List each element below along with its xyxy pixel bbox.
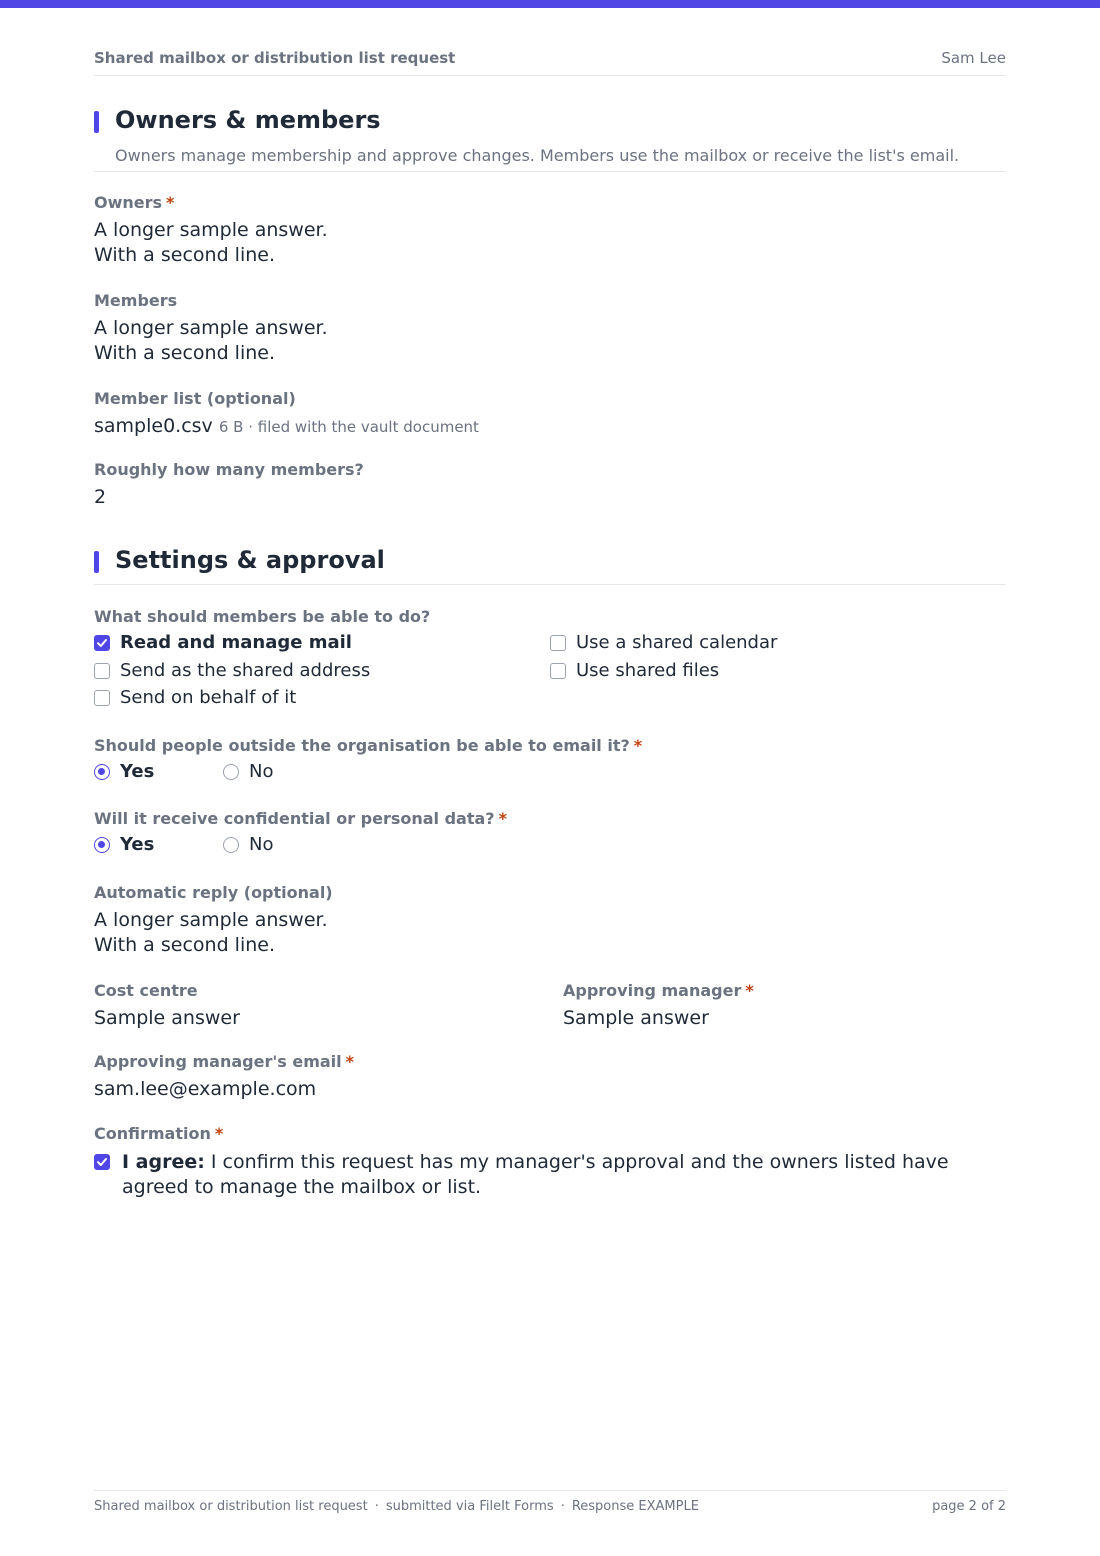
field-label: Should people outside the organisation be able to email it? [94,736,630,755]
field-label: Member list (optional) [94,389,296,408]
checkbox-checked[interactable] [94,635,110,651]
field-label: Cost centre [94,981,198,1000]
page-number: page 2 of 2 [932,1499,1006,1514]
field-confirmation [94,1124,223,1143]
respondent-name: Sam Lee [941,49,1006,67]
radio-selected[interactable] [94,837,110,853]
option-label: Yes [120,761,155,782]
field-label: Approving manager's email [94,1052,342,1071]
option-label: Read and manage mail [120,632,352,653]
section-owners-members [94,106,1006,172]
option-label: Send as the shared address [120,660,371,681]
checkbox-unchecked[interactable] [550,635,566,651]
field-value: 2 [94,486,107,508]
option-label: Send on behalf of it [120,687,297,708]
field-members [94,291,328,366]
radio-selected[interactable] [94,764,110,780]
footer-separator: · [374,1499,379,1514]
section-description: Owners manage membership and approve changes. Members use the mailbox or receive the list's email. [115,146,960,165]
field-member-list [94,389,479,440]
confirmation-text [122,1150,974,1200]
required-marker: * [166,193,175,212]
field-label: Confirmation [94,1124,211,1143]
agree-label: I agree: [122,1151,205,1173]
field-member-count [94,460,364,510]
section-accent [94,111,99,133]
file-name[interactable]: sample0.csv [94,415,213,437]
footer-response: Response EXAMPLE [571,1499,699,1514]
document-footer [94,1490,1006,1520]
radio-unselected[interactable] [223,764,239,780]
section-title: Settings & approval [115,546,385,574]
field-abilities [94,607,430,626]
field-label: Automatic reply (optional) [94,883,333,902]
field-confidential [94,809,507,828]
footer-via: submitted via FileIt Forms [385,1499,554,1514]
field-value: A longer sample answer. With a second line. [94,317,328,364]
confirmation-statement: I confirm this request has my manager's approval and the owners listed have agreed to manage the mailbox or list. [122,1151,949,1198]
field-value: A longer sample answer. With a second line. [94,219,328,266]
field-auto-reply [94,883,333,958]
option-label: Use a shared calendar [576,632,778,653]
field-label: Roughly how many members? [94,460,364,479]
footer-separator: · [560,1499,565,1514]
field-value: Sample answer [94,1007,240,1029]
section-settings-approval [94,546,1006,585]
document-title: Shared mailbox or distribution list request [94,49,456,67]
file-meta: 6 B · filed with the vault document [218,418,479,436]
checkbox-checked[interactable] [94,1154,110,1170]
field-label: What should members be able to do? [94,607,431,626]
option-label: No [249,761,274,782]
field-value: Sample answer [563,1007,709,1029]
footer-form-name: Shared mailbox or distribution list request [94,1499,368,1514]
option-label: Use shared files [576,660,720,681]
field-external-email [94,736,642,755]
field-cost-centre [94,981,240,1031]
field-value: A longer sample answer. With a second line. [94,909,328,956]
option-label: Yes [120,834,155,855]
checkbox-unchecked[interactable] [94,663,110,679]
option-label: No [249,834,274,855]
required-marker: * [633,736,643,755]
checkbox-unchecked[interactable] [550,663,566,679]
section-title: Owners & members [115,106,381,134]
field-label: Approving manager [563,981,742,1000]
required-marker: * [745,981,754,1000]
radio-unselected[interactable] [223,837,239,853]
required-marker: * [214,1124,224,1143]
checkbox-unchecked[interactable] [94,690,110,706]
field-label: Members [94,291,178,310]
field-value: sam.lee@example.com [94,1078,317,1100]
top-accent-bar [0,0,1100,8]
field-manager-email [94,1052,354,1102]
required-marker: * [345,1052,355,1071]
required-marker: * [498,809,507,828]
field-owners [94,193,328,268]
field-approving-manager [563,981,754,1031]
section-accent [94,551,99,573]
field-label: Will it receive confidential or personal data? [94,809,495,828]
field-label: Owners [94,193,163,212]
document-header [94,48,1006,76]
